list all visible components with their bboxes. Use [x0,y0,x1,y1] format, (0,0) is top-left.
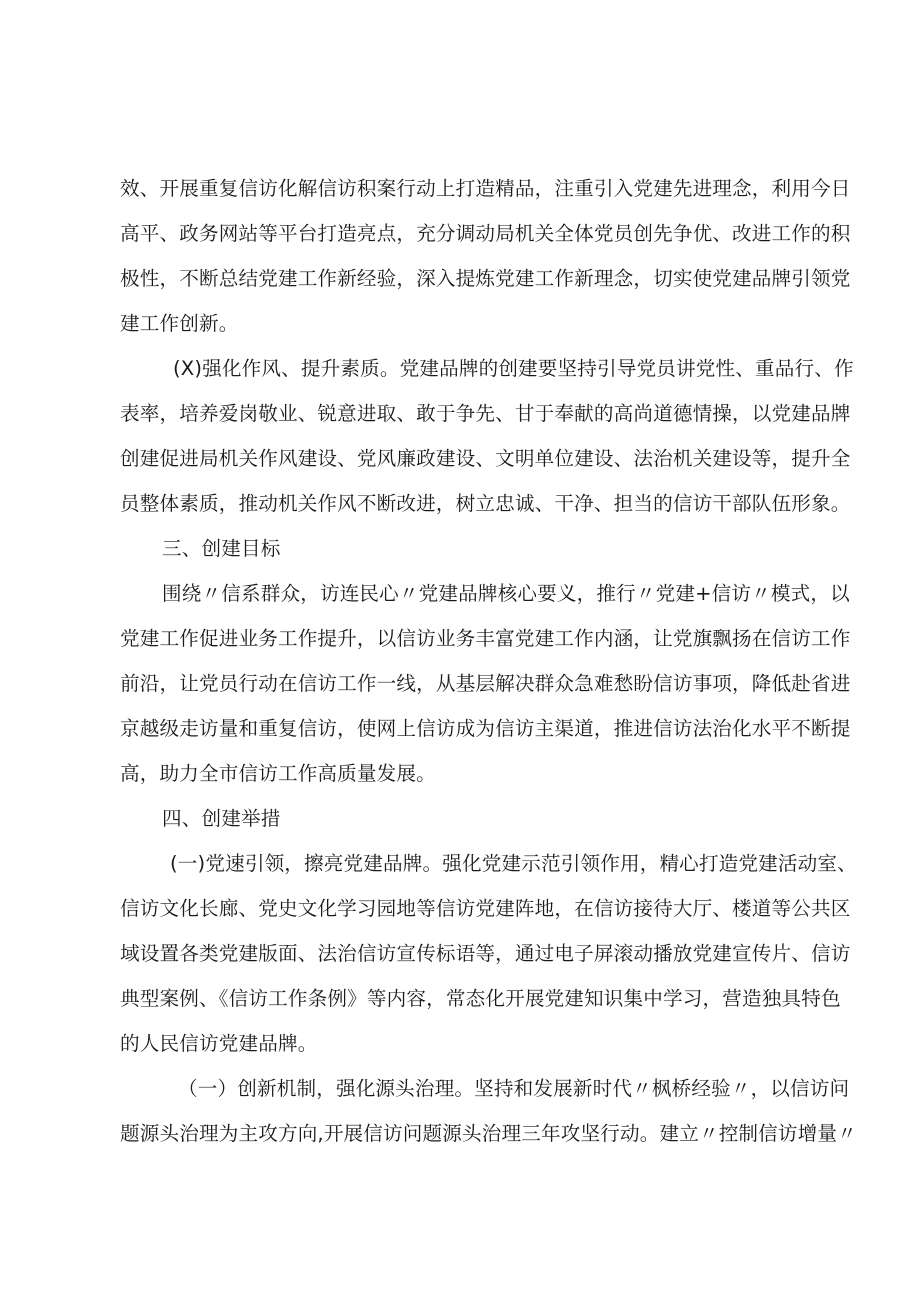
text-line: 京越级走访量和重复信访，使网上信访成为信访主渠道，推进信访法治化水平不断提 [120,717,851,740]
text-line: 极性，不断总结党建工作新经验，深入提炼党建工作新理念，切实使党建品牌引领党 [120,267,851,290]
text-line: (一)党速引领，擦亮党建品牌。强化党建示范引领作用，精心打造党建活动室、 [170,852,857,875]
text-line: 题源头治理为主攻方向,开展信访问题源头治理三年攻坚行动。建立〃控制信访增量〃 [120,1122,857,1145]
text-line: 效、开展重复信访化解信访积案行动上打造精品，注重引入党建先进理念，利用今日 [120,177,851,200]
text-line: 高平、政务网站等平台打造亮点，充分调动局机关全体党员创先争优、改进工作的积 [120,222,851,245]
text-line: 围绕〃信系群众，访连民心〃党建品牌核心要义，推行〃党建+信访〃模式，以 [162,582,850,605]
text-line: （一）创新机制，强化源头治理。坚持和发展新时代〃枫桥经验〃，以信访问 [178,1077,850,1100]
text-line: 创建促进局机关作风建设、党风廉政建设、文明单位建设、法治机关建设等，提升全 [120,447,851,470]
text-line: 建工作创新。 [120,312,239,335]
text-line: 典型案例、《信访工作条例》等内容，常态化开展党建知识集中学习，营造独具特色 [120,987,841,1010]
text-line: 高，助力全市信访工作高质量发展。 [120,762,436,785]
section-heading: 四、创建举措 [162,807,281,830]
section-heading: 三、创建目标 [162,537,281,560]
text-line: 党建工作促进业务工作提升，以信访业务丰富党建工作内涵，让党旗飘扬在信访工作 [120,627,851,650]
text-line: 表率，培养爱岗敬业、锐意进取、敢于争先、甘于奉献的高尚道德情操，以党建品牌 [120,402,851,425]
text-line: 域设置各类党建版面、法治信访宣传标语等，通过电子屏滚动播放党建宣传片、信访 [120,942,851,965]
text-line: 员整体素质，推动机关作风不断改进，树立忠诚、干净、担当的信访干部队伍形象。 [120,492,851,515]
text-line: (X)强化作风、提升素质。党建品牌的创建要坚持引导党员讲党性、重品行、作 [173,357,854,380]
text-line: 的人民信访党建品牌。 [120,1032,318,1055]
text-line: 前沿，让党员行动在信访工作一线，从基层解决群众急难愁盼信访事项，降低赴省进 [120,672,851,695]
text-line: 信访文化长廊、党史文化学习园地等信访党建阵地，在信访接待大厅、楼道等公共区 [120,897,851,920]
